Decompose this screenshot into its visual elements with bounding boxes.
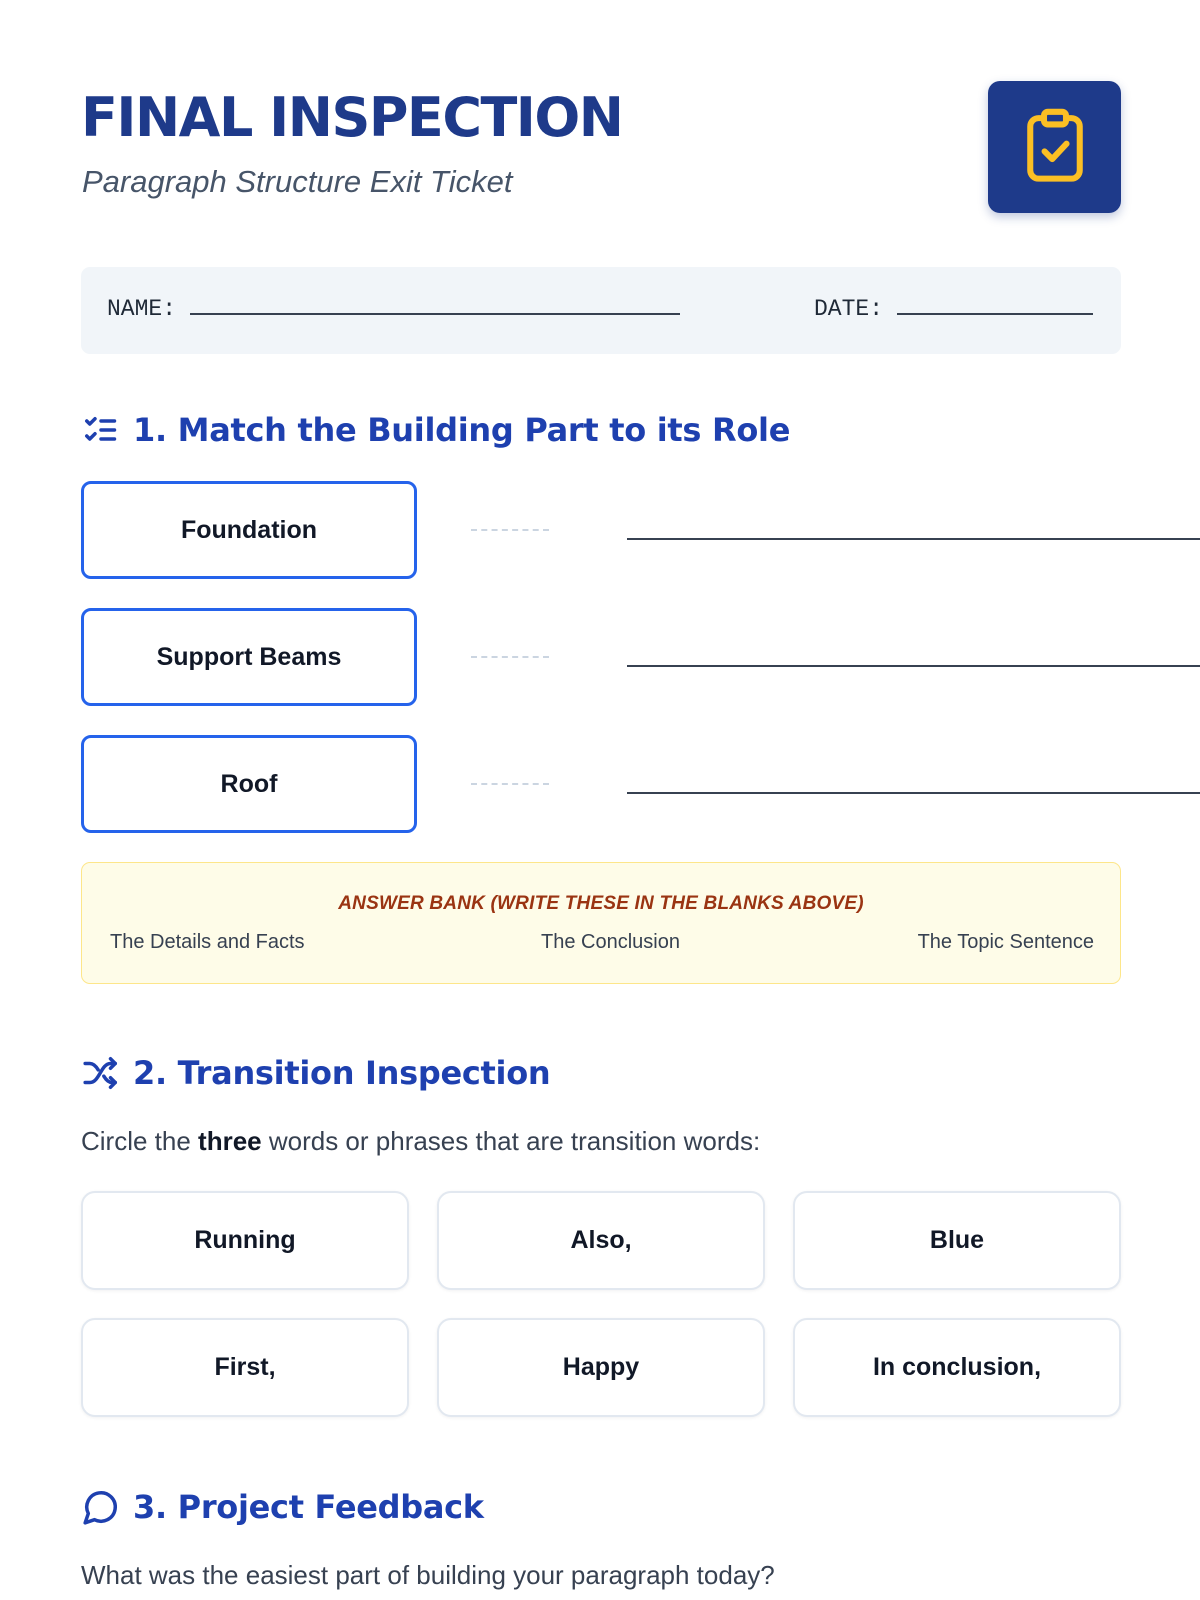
transition-option[interactable]: Also,: [437, 1191, 765, 1290]
name-blank[interactable]: [190, 295, 680, 315]
answer-bank-item: The Topic Sentence: [917, 931, 1094, 953]
clipboard-check-icon: [1022, 108, 1088, 186]
instruction-emphasis: three: [198, 1126, 262, 1156]
instruction-text: words or phrases that are transition words:: [261, 1126, 761, 1156]
transition-option[interactable]: Happy: [437, 1318, 765, 1417]
part-box-support-beams: Support Beams: [81, 608, 417, 706]
page-header: [81, 78, 1121, 218]
date-label: DATE:: [814, 296, 884, 322]
transition-option[interactable]: In conclusion,: [793, 1318, 1121, 1417]
match-row: [81, 608, 1200, 706]
answer-blank[interactable]: [627, 665, 1200, 667]
header-badge: [988, 81, 1121, 213]
connector-dash: [471, 656, 549, 658]
date-field[interactable]: [814, 295, 1093, 322]
part-box-foundation: Foundation: [81, 481, 417, 579]
page-title: FINAL INSPECTION: [81, 86, 623, 149]
section-2-instruction: [81, 1126, 760, 1157]
message-circle-icon: [81, 1487, 121, 1527]
date-blank[interactable]: [897, 295, 1093, 315]
name-date-bar: [81, 267, 1121, 354]
answer-bank-heading: ANSWER BANK (WRITE THESE IN THE BLANKS ABOVE): [338, 893, 864, 914]
transition-option[interactable]: Blue: [793, 1191, 1121, 1290]
section-3-prompt: What was the easiest part of building your paragraph today?: [81, 1560, 775, 1590]
part-box-roof: Roof: [81, 735, 417, 833]
section-1-heading: [81, 410, 790, 450]
match-row: [81, 481, 1200, 579]
section-2-title: 2. Transition Inspection: [133, 1054, 551, 1092]
answer-bank-item: The Conclusion: [541, 931, 680, 953]
answer-bank: [81, 862, 1121, 984]
shuffle-icon: [81, 1053, 121, 1093]
answer-blank[interactable]: [627, 538, 1200, 540]
answer-bank-item: The Details and Facts: [110, 931, 305, 953]
transition-option[interactable]: First,: [81, 1318, 409, 1417]
section-3-heading: [81, 1487, 484, 1527]
name-label: NAME:: [107, 296, 177, 322]
section-1-title: 1. Match the Building Part to its Role: [133, 411, 791, 449]
transition-option[interactable]: Running: [81, 1191, 409, 1290]
section-2-heading: [81, 1053, 550, 1093]
answer-blank[interactable]: [627, 792, 1200, 794]
list-checks-icon: [81, 410, 121, 450]
match-row: [81, 735, 1200, 833]
instruction-text: Circle the: [81, 1126, 199, 1156]
connector-dash: [471, 783, 549, 785]
name-field[interactable]: [107, 295, 680, 322]
page-subtitle: Paragraph Structure Exit Ticket: [82, 164, 513, 199]
section-3-title: 3. Project Feedback: [133, 1488, 484, 1526]
connector-dash: [471, 529, 549, 531]
